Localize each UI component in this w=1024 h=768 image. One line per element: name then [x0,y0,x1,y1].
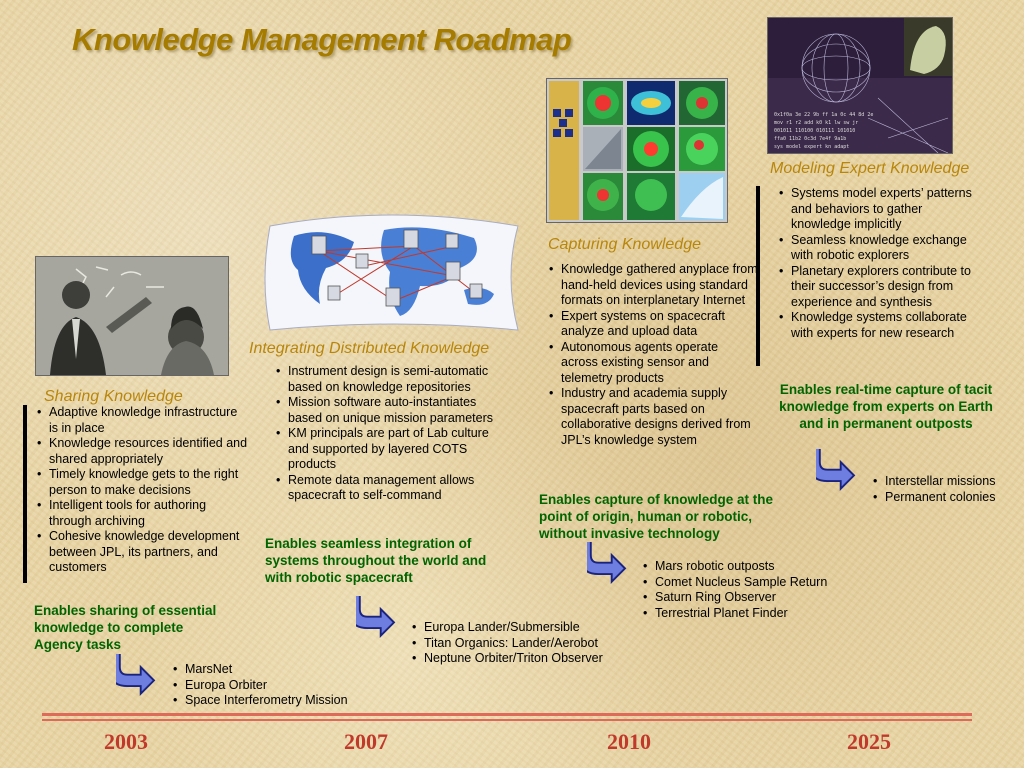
svg-text:ffa0 11b2 0c3d 7e4f 9a1b: ffa0 11b2 0c3d 7e4f 9a1b [774,136,847,142]
list-item: • Knowledge gathered anyplace from hand-held devices using standard formats on interplanetary Internet [546,262,758,309]
svg-text:0x1f0a 3e 22 9b ff 1a 0c 44 8d: 0x1f0a 3e 22 9b ff 1a 0c 44 8d 2e [774,112,874,118]
list-item: • Adaptive knowledge infrastructure is in place [34,405,249,436]
stage-heading-modeling: Modeling Expert Knowledge [770,160,970,177]
mission-list-2003 [170,662,370,709]
svg-text:001011 110100 010111 101010: 001011 110100 010111 101010 [774,128,856,134]
enables-text-sharing: Enables sharing of essential knowledge to complete Agency tasks [34,603,217,652]
list-item: • Remote data management allows spacecraft to self-command [273,473,503,504]
year-label: 2007 [344,729,388,754]
list-item: • Instrument design is semi-automatic based on knowledge repositories [273,364,503,395]
svg-text:sys model expert kn adapt: sys model expert kn adapt [774,144,850,150]
mission-list-2025 [870,474,1020,505]
list-item: • Europa Lander/Submersible [409,620,629,636]
list-item: • Planetary explorers contribute to their successor’s design from experience and synthesis [776,264,984,311]
list-item: • Permanent colonies [870,490,1020,506]
curved-arrow-icon [116,654,158,696]
expert-model-collage [767,17,953,154]
list-item: • Cohesive knowledge development between JPL, its partners, and customers [34,529,249,576]
curved-arrow-icon [356,596,398,638]
list-item: • Mars robotic outposts [640,559,860,575]
page-title: Knowledge Management Roadmap [72,22,572,57]
list-item: • Comet Nucleus Sample Return [640,575,860,591]
year-label: 2010 [607,729,651,754]
curved-arrow-icon [816,449,858,491]
list-item: • Europa Orbiter [170,678,370,694]
list-item: • KM principals are part of Lab culture and supported by layered COTS products [273,426,503,473]
bullet-list-sharing [34,405,249,576]
data-visualization-collage [546,78,728,223]
list-item: • Industry and academia supply spacecraft parts based on collaborative designs derived from JPL’s knowledge system [546,386,758,448]
stage-heading-sharing: Sharing Knowledge [44,388,183,405]
list-item: • Terrestrial Planet Finder [640,606,860,622]
list-item: • Knowledge resources identified and shared appropriately [34,436,249,467]
enables-text-integrating: Enables seamless integration of systems throughout the world and with robotic spacecraft [265,536,487,585]
stage-heading-capturing: Capturing Knowledge [548,236,701,253]
list-item: • Knowledge systems collaborate with experts for new research [776,310,984,341]
list-item: • Interstellar missions [870,474,1020,490]
list-item: • Systems model experts’ patterns and behaviors to gather knowledge implicitly [776,186,984,233]
enables-text-modeling: Enables real-time capture of tacit knowledge from experts on Earth and in permanent outposts [779,382,993,431]
mission-list-2010 [640,559,860,621]
bullet-list-modeling [776,186,984,341]
list-item: • Autonomous agents operate across existing sensor and telemetry products [546,340,758,387]
list-item: • Titan Organics: Lander/Aerobot [409,636,629,652]
year-label: 2025 [847,729,891,754]
curved-arrow-icon [587,542,629,584]
list-item: • Saturn Ring Observer [640,590,860,606]
divider-bar [23,405,27,583]
list-item: • Space Interferometry Mission [170,693,370,709]
timeline-bar [42,719,972,721]
list-item: • Seamless knowledge exchange with robotic explorers [776,233,984,264]
list-item: • MarsNet [170,662,370,678]
list-item: • Neptune Orbiter/Triton Observer [409,651,629,667]
list-item: • Intelligent tools for authoring through archiving [34,498,249,529]
enables-text-capturing: Enables capture of knowledge at the point of origin, human or robotic, without invasive technology [539,492,774,541]
bullet-list-integrating [273,364,503,504]
year-label: 2003 [104,729,148,754]
list-item: • Expert systems on spacecraft analyze and upload data [546,309,758,340]
svg-text:mov r1 r2 add k0 k1 lw sw jr: mov r1 r2 add k0 k1 lw sw jr [774,120,859,126]
list-item: • Mission software auto-instantiates based on unique mission parameters [273,395,503,426]
mission-list-2007 [409,620,629,667]
timeline-bar [42,713,972,716]
world-map-illustration [264,206,524,334]
sharing-knowledge-photo [35,256,229,376]
list-item: • Timely knowledge gets to the right person to make decisions [34,467,249,498]
stage-heading-integrating: Integrating Distributed Knowledge [249,340,490,357]
bullet-list-capturing [546,262,758,448]
